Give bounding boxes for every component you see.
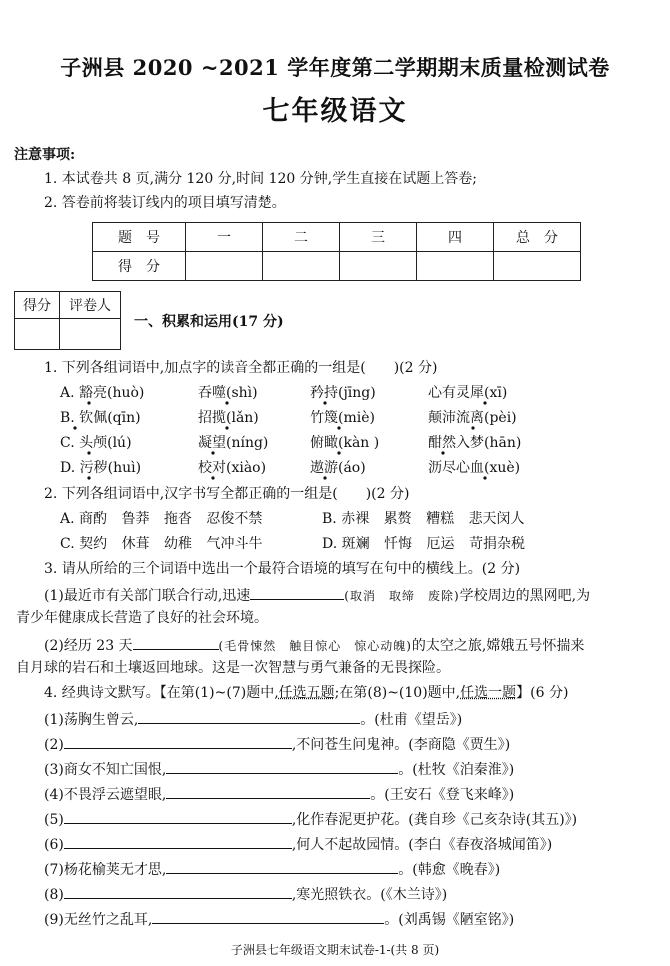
q4-text: (2) xyxy=(44,737,64,753)
q4-item xyxy=(44,908,514,930)
q4-text: 。(杜牧《泊秦淮》) xyxy=(398,762,515,778)
emphasis-dot xyxy=(225,401,228,404)
emphasis-dot xyxy=(323,476,326,479)
emphasis-dot xyxy=(225,426,228,429)
emphasis-dot xyxy=(337,426,340,429)
notes-heading: 注意事项: xyxy=(14,147,76,163)
q1-option: 俯瞰(kàn ) xyxy=(310,435,380,451)
answer-blank[interactable] xyxy=(138,708,360,724)
q2-word: A. 商酌 xyxy=(60,511,108,527)
q3-choices: (取消 取缔 废除) xyxy=(344,589,460,603)
emphasis-dot xyxy=(483,476,486,479)
q4-text: (3)商女不知亡国恨, xyxy=(44,762,167,778)
emphasis-dot xyxy=(337,451,340,454)
emphasis-dot xyxy=(73,426,76,429)
q3-text: (2)经历 23 天 xyxy=(44,638,133,654)
q2-option-b xyxy=(322,509,525,529)
answer-blank[interactable] xyxy=(133,634,219,650)
score-row-label: 得 分 xyxy=(93,252,186,281)
q1-option: 校对(xiào) xyxy=(198,460,267,476)
emphasis-dot xyxy=(87,401,90,404)
q4-text: 。(韩愈《晚春》) xyxy=(398,862,501,878)
q4-text: 。(刘禹锡《陋室铭》) xyxy=(384,912,515,928)
q4-text: (6) xyxy=(44,837,64,853)
q2-word: D. 斑斓 xyxy=(322,536,370,552)
q4-stem-text: 4. 经典诗文默写。【在第(1)~(7)题中, xyxy=(44,685,279,701)
q4-text: (4)不畏浮云遮望眼, xyxy=(44,787,167,803)
q2-option-a xyxy=(60,509,262,529)
q4-item xyxy=(44,758,514,780)
score-table-header: 一 xyxy=(186,223,263,252)
emphasis-dot xyxy=(211,451,214,454)
answer-blank[interactable] xyxy=(64,883,292,899)
q1-option: 竹篾(miè) xyxy=(310,410,375,426)
note-item: 2. 答卷前将装订线内的项目填写清楚。 xyxy=(44,195,286,211)
subject-title: 七年级语文 xyxy=(262,96,408,127)
q4-text: (7)杨花榆荚无才思, xyxy=(44,862,167,878)
q4-item xyxy=(44,708,462,730)
q4-text: (8) xyxy=(44,887,64,903)
q3-choices: (毛骨悚然 触目惊心 惊心动魄) xyxy=(218,639,412,653)
q1-option: 酣然入梦(hān) xyxy=(428,435,522,451)
answer-blank[interactable] xyxy=(166,783,370,799)
q4-text: (5) xyxy=(44,812,64,828)
emphasis-dot xyxy=(323,401,326,404)
q4-text: (9)无丝竹之乱耳, xyxy=(44,912,153,928)
emphasis-dot xyxy=(211,476,214,479)
section-title: 一、积累和运用(17 分) xyxy=(134,314,284,330)
q2-word: 糟糕 xyxy=(426,511,455,527)
note-item: 1. 本试卷共 8 页,满分 120 分,时间 120 分钟,学生直接在试题上答卷; xyxy=(44,171,477,187)
q4-stem-text: ;在第(8)~(10)题中, xyxy=(334,685,461,701)
q4-item xyxy=(44,733,510,755)
q4-text: ,寒光照铁衣。(《木兰诗》) xyxy=(291,887,448,903)
q1-option: 沥尽心血(xuè) xyxy=(428,460,521,476)
q2-word: 累赘 xyxy=(383,511,412,527)
question-stem: 1. 下列各组词语中,加点字的读音全都正确的一组是( )(2 分) xyxy=(44,360,438,376)
answer-blank[interactable] xyxy=(152,908,384,924)
q4-text: 。(王安石《登飞来峰》) xyxy=(370,787,515,803)
emphasis-dot xyxy=(483,401,486,404)
q4-text: 。(杜甫《望岳》) xyxy=(360,712,463,728)
answer-blank[interactable] xyxy=(166,858,398,874)
q2-word: 幼稚 xyxy=(164,536,193,552)
grader-score-label: 得分 xyxy=(15,292,60,319)
q2-word: 鲁莽 xyxy=(121,511,150,527)
q1-option: 矜持(jīng) xyxy=(310,385,376,401)
emphasis-dot xyxy=(471,426,474,429)
q2-word: B. 赤裸 xyxy=(322,511,370,527)
q4-emphasis: 任选一题 xyxy=(460,685,517,701)
score-table-header: 题 号 xyxy=(93,223,186,252)
q1-option: 吞噬(shì) xyxy=(198,385,258,401)
q3-sentence-2-cont: 自月球的岩石和土壤返回地球。这是一次智慧与勇气兼备的无畏探险。 xyxy=(16,660,450,676)
q4-stem-text: 】(6 分) xyxy=(516,685,569,701)
q3-text: (1)最近市有关部门联合行动,迅速 xyxy=(44,588,251,604)
question-stem: 2. 下列各组词语中,汉字书写全都正确的一组是( )(2 分) xyxy=(44,486,410,502)
answer-blank[interactable] xyxy=(64,833,292,849)
grader-label: 评卷人 xyxy=(60,292,121,319)
q2-word: 悲天闵人 xyxy=(468,511,525,527)
q4-text: (1)荡胸生曾云, xyxy=(44,712,139,728)
q2-word: 苛捐杂税 xyxy=(469,536,525,552)
emphasis-dot xyxy=(441,451,444,454)
q1-option: C. 头颅(lú) xyxy=(60,435,132,451)
answer-blank[interactable] xyxy=(166,758,398,774)
q1-option: 遨游(áo) xyxy=(310,460,366,476)
q1-option: 凝望(níng) xyxy=(198,435,269,451)
q2-word: 忍俊不禁 xyxy=(206,511,263,527)
q2-word: 休葺 xyxy=(121,536,150,552)
q1-option: 心有灵犀(xī) xyxy=(428,385,508,401)
q4-item xyxy=(44,883,447,905)
score-table-header: 总 分 xyxy=(494,223,581,252)
exam-title: 子洲县 2020 ~2021 学年度第二学期期末质量检测试卷 xyxy=(60,55,610,80)
q4-text: ,何人不起故园情。(李白《春夜洛城闻笛》) xyxy=(291,837,553,853)
question-stem: 3. 请从所给的三个词语中选出一个最符合语境的填写在句中的横线上。(2 分) xyxy=(44,561,521,577)
emphasis-dot xyxy=(87,451,90,454)
q1-option: 颠沛流离(pèi) xyxy=(428,410,517,426)
answer-blank[interactable] xyxy=(250,584,344,600)
q4-text: ,化作春泥更护花。(龚自珍《己亥杂诗(其五)》) xyxy=(291,812,578,828)
answer-blank[interactable] xyxy=(64,733,292,749)
q3-text: 学校周边的黑网吧,为 xyxy=(459,588,591,604)
q2-option-c xyxy=(60,534,262,554)
q1-option: 招揽(lǎn) xyxy=(198,410,259,426)
q2-word: 厄运 xyxy=(426,536,455,552)
q3-sentence-2 xyxy=(44,634,584,656)
question-stem xyxy=(44,683,568,703)
q3-text: 的太空之旅,嫦娥五号怀揣来 xyxy=(411,638,585,654)
q3-sentence-1 xyxy=(44,584,590,606)
q4-text: ,不问苍生问鬼神。(李商隐《贾生》) xyxy=(291,737,511,753)
q2-word: C. 契约 xyxy=(60,536,108,552)
q2-word: 拖沓 xyxy=(163,511,192,527)
q4-item xyxy=(44,808,577,830)
q2-word: 忏悔 xyxy=(384,536,413,552)
q1-option: A. 豁亮(huò) xyxy=(60,385,145,401)
q1-option: B. 钦佩(qīn) xyxy=(60,410,141,426)
page-footer: 子洲县七年级语文期末试卷-1-(共 8 页) xyxy=(230,943,440,957)
q3-sentence-1-cont: 青少年健康成长营造了良好的社会环境。 xyxy=(16,610,268,626)
q4-item xyxy=(44,783,514,805)
emphasis-dot xyxy=(87,476,90,479)
score-table-header: 四 xyxy=(417,223,494,252)
q4-emphasis: 任选五题 xyxy=(278,685,335,701)
q1-option: D. 污秽(huì) xyxy=(60,460,142,476)
q2-option-d xyxy=(322,534,525,554)
q4-item xyxy=(44,858,500,880)
q4-item xyxy=(44,833,552,855)
score-table-header: 三 xyxy=(340,223,417,252)
answer-blank[interactable] xyxy=(64,808,292,824)
q2-word: 气冲斗牛 xyxy=(206,536,263,552)
score-table-header: 二 xyxy=(263,223,340,252)
